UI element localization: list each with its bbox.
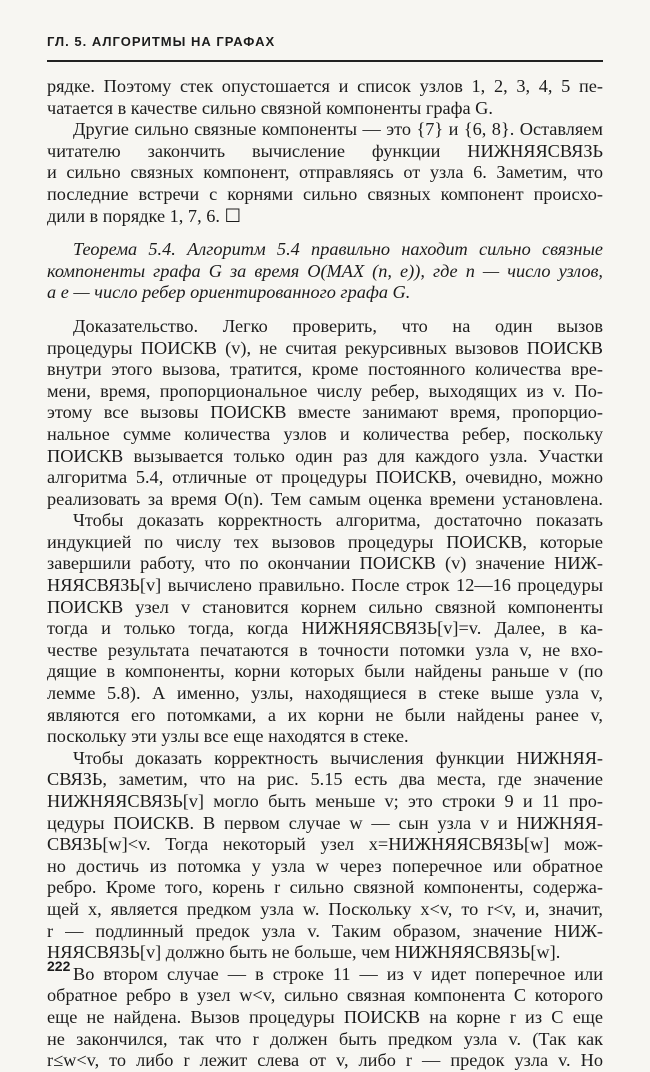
text-line: алгоритма 5.4, отличные от процедуры ПОИСКВ, очевидно, можно [47, 467, 603, 488]
text-line: являются его потомками, а их корни не были найдены ранее v, [47, 704, 603, 725]
text-line: реализовать за время O(n). Тем самым оценка времени установлена. [47, 488, 603, 509]
text-line: ребро. Кроме того, корень r сильно связной компоненты, содержа- [47, 877, 603, 898]
text-line: внутри этого вызова, тратится, кроме постоянного количества вре- [47, 359, 603, 380]
text-line: лемме 5.8). А именно, узлы, находящиеся в стеке выше узла v, [47, 683, 603, 704]
text-line: Чтобы доказать корректность алгоритма, достаточно показать [73, 510, 603, 531]
text-line: дили в порядке 1, 7, 6. ☐ [47, 205, 241, 226]
text-line: индукцией по числу тех вызовов процедуры ПОИСКВ, которые [47, 531, 603, 552]
text-line: тогда и только тогда, когда НИЖНЯЯСВЯЗЬ[v]=v. Далее, в ка- [47, 618, 603, 639]
paragraph-second-case [47, 964, 603, 1072]
text-line: r — подлинный предок узла v. Таким образом, значение НИЖ- [47, 920, 603, 941]
text-line: не закончился, так что r должен быть предком узла v. (Так как [47, 1028, 603, 1049]
text-line: но достичь из потомка y узла w через поперечное или обратное [47, 855, 603, 876]
theorem-line: Теорема 5.4. Алгоритм 5.4 правильно находит сильно связные [73, 239, 603, 260]
text-line: еще не найдена. Вызов процедуры ПОИСКВ на корне r из C еще [47, 1006, 603, 1027]
text-line: НЯЯСВЯЗЬ[v] вычислено правильно. После строк 12—16 процедуры [47, 575, 603, 596]
text-line: ПОИСКВ узел v становится корнем сильно связной компоненты [47, 596, 603, 617]
text-line: ПОИСКВ вызывается только один раз для каждого узла. Участки [47, 445, 603, 466]
text-line: Во втором случае — в строке 11 — из v идет поперечное или [73, 963, 603, 984]
paragraph-lowlink [47, 748, 603, 964]
text-line: честве результата печатаются в точности потомки узла v, не вхо- [47, 639, 603, 660]
paragraph-correctness [47, 510, 603, 748]
text-line: НЯЯСВЯЗЬ[v] должно быть не больше, чем НИЖНЯЯСВЯЗЬ[w]. [47, 942, 561, 963]
text-line: мени, время, пропорциональное числу ребер, выходящих из v. По- [47, 380, 603, 401]
text-line: последние встречи с корнями сильно связных компонент происхо- [47, 183, 603, 204]
text-line: r≤w<v, то либо r лежит слева от v, либо r — предок узла v. Но [47, 1050, 603, 1071]
paragraph-continuation [47, 76, 603, 119]
page-body [47, 76, 603, 1072]
text-line: процедуры ПОИСКВ (v), не считая рекурсивных вызовов ПОИСКВ [47, 337, 603, 358]
text-line: дящие в компоненты, корни которых были найдены раньше v (по [47, 661, 603, 682]
header-rule [47, 60, 603, 62]
text-line: щей x, является предком узла w. Поскольку x<v, то r<v, и, значит, [47, 898, 603, 919]
text-line: и сильно связных компонент, отправляясь от узла 6. Заметим, что [47, 162, 603, 183]
paragraph-other-components [47, 119, 603, 227]
running-head: ГЛ. 5. АЛГОРИТМЫ НА ГРАФАХ [47, 34, 276, 49]
theorem-line: a e — число ребер ориентированного графа G. [47, 282, 411, 303]
text-line: Другие сильно связные компоненты — это {7} и {6, 8}. Оставляем читателю закончить вычисление функции НИЖНЯЯСВЯЗЬ [47, 119, 603, 161]
text-line: рядке. Поэтому стек опустошается и список узлов 1, 2, 3, 4, 5 пе- [47, 76, 603, 96]
page-number: 222 [47, 958, 71, 974]
text-line: Чтобы доказать корректность вычисления функции НИЖНЯЯ- [73, 747, 603, 768]
text-line: завершили работу, что по окончании ПОИСКВ (v) значение НИЖ- [47, 553, 603, 574]
text-line: НИЖНЯЯСВЯЗЬ[v] могло быть меньше v; это строки 9 и 11 про- [47, 791, 603, 811]
text-line: нальное сумме количества узлов и количества ребер, поскольку [47, 423, 603, 444]
text-line: СВЯЗЬ, заметим, что на рис. 5.15 есть два места, где значение [47, 769, 603, 790]
text-line: поскольку эти узлы все еще находятся в стеке. [47, 726, 409, 747]
text-line: чатается в качестве сильно связной компоненты графа G. [47, 97, 493, 118]
text-line: этому все вызовы ПОИСКВ вместе занимают время, пропорцио- [47, 402, 603, 423]
text-line: обратное ребро в узел w<v, сильно связная компонента C которого [47, 985, 603, 1006]
text-line: СВЯЗЬ[w]<v. Тогда некоторый узел x=НИЖНЯЯСВЯЗЬ[w] мож- [47, 834, 603, 855]
paragraph-proof [47, 316, 603, 510]
theorem-5-4 [47, 239, 603, 304]
text-line: Доказательство. Легко проверить, что на один вызов [73, 315, 603, 336]
theorem-line: компоненты графа G за время O(MAX (n, e)), где n — число узлов, [47, 260, 603, 281]
text-line: цедуры ПОИСКВ. В первом случае w — сын узла v и НИЖНЯЯ- [47, 812, 603, 833]
